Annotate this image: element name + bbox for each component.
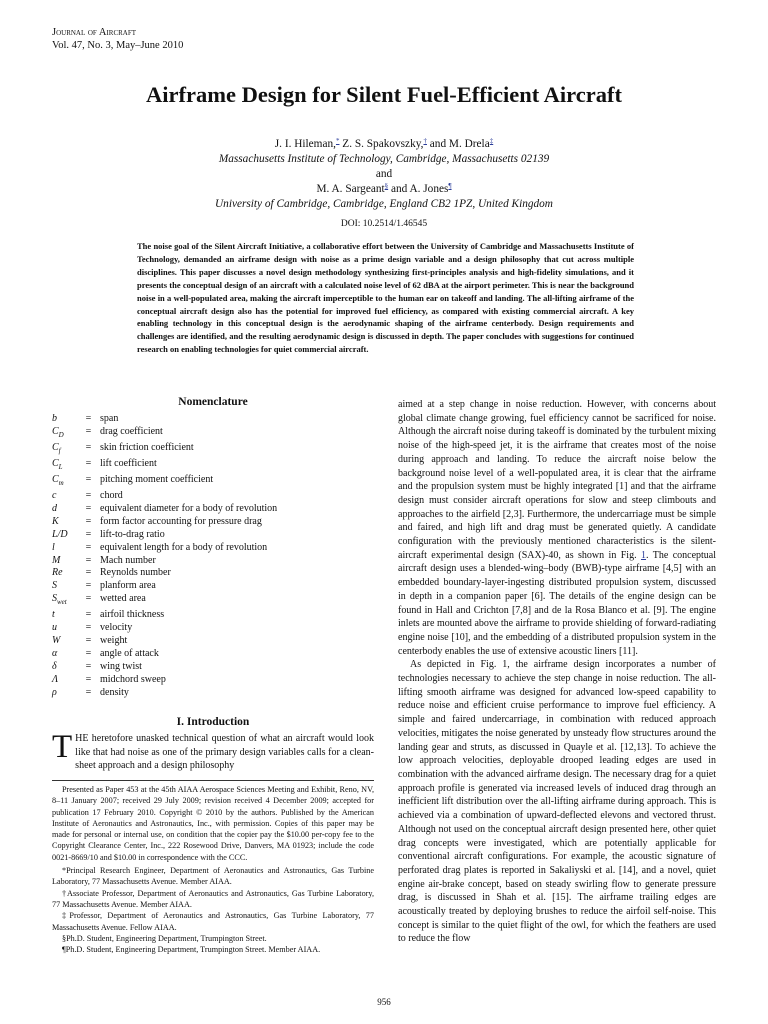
footnote-marker[interactable]: †	[423, 137, 427, 145]
introduction-heading: I. Introduction	[176, 716, 250, 729]
nomenclature-row	[52, 490, 374, 503]
figure-link[interactable]: 1	[641, 549, 647, 561]
footnote-marker[interactable]: *	[335, 137, 340, 145]
nomenclature-equals: =	[85, 593, 92, 605]
nomenclature-symbol: $C_f$	[52, 441, 61, 455]
nomenclature-row	[52, 648, 374, 661]
nomenclature-equals: =	[85, 622, 92, 634]
nomenclature-row	[52, 635, 374, 648]
nomenclature-symbol: L/D	[52, 528, 68, 540]
nomenclature-equals: =	[85, 635, 92, 647]
body-paragraph	[398, 398, 716, 658]
nomenclature-equals: =	[85, 457, 92, 469]
journal-header	[52, 26, 183, 52]
nomenclature-definition: lift-to-drag ratio	[100, 528, 165, 540]
nomenclature-symbol: W	[52, 635, 61, 647]
nomenclature-row	[52, 503, 374, 516]
nomenclature-symbol: $C_L$	[52, 457, 63, 471]
nomenclature-symbol: l	[52, 541, 55, 553]
nomenclature-definition: pitching moment coefficient	[100, 473, 214, 485]
body-text: . The conceptual aircraft design uses a blended-wing–body (BWB)-type airframe [4,5] with an embedded boundary-layer-ingesting distributed propulsion system, discussed in depth in a companion paper [6]. The details of the engine design can be found in Hall and Crichton [7,8] and de la Rosa Blanco et al. [9]. The engine inlets are mounted above the airframe to provide shielding of forward-radiating engine noise [10], and the embedding of a distributed propulsion system in the centerbody enables the use of extensive acoustic liners [11].	[398, 549, 717, 657]
journal-volume: Vol. 47, No. 3, May–June 2010	[52, 40, 184, 51]
nomenclature-definition: Reynolds number	[100, 567, 171, 579]
footnote-author: ¶Ph.D. Student, Engineering Department, Trumpington Street. Member AIAA.	[62, 945, 321, 955]
abstract: The noise goal of the Silent Aircraft Initiative, a collaborative effort between the University of Cambridge and Massachusetts Institute of Technology, demanded an airframe design with noise as a prime design variable and a design philosophy that cut across multiple disciplines. This paper discusses a novel design methodology synthesizing first-principles analysis and high-fidelity simulations, and it presents the conceptual design of an aircraft with a calculated noise level of 62 dBA at the airport perimeter. This is near the background noise in a well-populated area, making the aircraft imperceptible to the human ear on takeoff and landing. The all-lifting airframe of the conceptual aircraft design also has the potential for improved fuel efficiency, as compared with existing commercial aircraft. A key enabling technology in this conceptual design is the aerodynamic shaping of the airframe centerbody. Design requirements and challenges are identified, and the resulting aerodynamic design is discussed in depth. The paper concludes with suggestions for continued research on enabling technologies for quiet commercial aircraft.	[137, 241, 634, 355]
nomenclature-row	[52, 567, 374, 580]
nomenclature-equals: =	[85, 489, 92, 501]
footnote-author: *Principal Research Engineer, Department of Aeronautics and Astronautics, Gas Turbine Laboratory, 77 Massachusetts Avenue. Member AIAA.	[52, 866, 374, 887]
nomenclature-definition: weight	[100, 635, 128, 647]
page-number: 956	[377, 997, 391, 1007]
nomenclature-row	[52, 593, 374, 609]
nomenclature-symbol: M	[52, 554, 61, 566]
nomenclature-symbol: Re	[52, 567, 63, 579]
nomenclature-equals: =	[85, 413, 92, 424]
nomenclature-symbol: c	[52, 489, 57, 501]
nomenclature-row	[52, 555, 374, 568]
nomenclature-row	[52, 622, 374, 635]
nomenclature-definition: Mach number	[100, 554, 156, 566]
nomenclature-symbol: α	[52, 648, 58, 660]
body-paragraph: As depicted in Fig. 1, the airframe design incorporates a number of technologies necessary to achieve the step change in noise reduction. The all-lifting smooth airframe was designed for advanced low-speed capability to reduce noise and efficient cruise performance to improve fuel efficiency. A simple and faired undercarriage, in combination with reduced approach velocities, mitigates the noise generated by unsteady flow structures around the landing gear and struts, as discussed in Quayle et al. [12,13]. To achieve the low approach velocities, deployable drooped leading edges are used in combination with the advanced airframe design. The necessary drag for a quiet approach profile is generated via increased levels of induced drag through an inefficient lift distribution over the all-lifting airframe during approach. This is achieved via a combination of upward-deflected elevons and vectored thrust. Although not used on the conceptual aircraft design presented here, other quiet drag concepts were investigated, which are potentially applicable for conventional aircraft configurations. For example, the acoustic signature of perforated drag plates is reported in Sakaliyski et al. [14], and a novel, quiet engine air-brake concept, based on steady swirling flow to generate pressure drag, is discussed in Shah et al. [15]. The airframe trailing edges are acoustically treated by deploying brushes to reduce the airfoil self-noise. This concept is similar to the quiet flight of the owl, for which the feathers are used to reduce the flow	[398, 659, 716, 945]
nomenclature-equals: =	[85, 473, 92, 485]
nomenclature-symbol: Λ	[52, 674, 59, 686]
nomenclature-symbol: K	[52, 515, 59, 527]
author-name: and A. Jones	[388, 183, 449, 195]
nomenclature-heading: Nomenclature	[178, 396, 248, 408]
body-text: aimed at a step change in noise reduction. However, with concerns about global climate change growing, fuel efficiency cannot be sacrificed for noise. Although the aircraft noise during takeoff is dominated by the turbulent mixing noise of the high-speed jet, it is the airframe that creates most of the noise during approach and landing. To reduce the aircraft noise below the background noise level of a well-populated area, it is clear that the airframe and the propulsion system must be highly integrated [1] and that the airframe design must consider aircraft operations for slow and steep climbouts and approaches to the airfield [2,3]. Furthermore, the undercarriage must be simple and faired, and high lift and drag must be generated quietly. A candidate configuration with the previously mentioned characteristics is the silent-aircraft experimental design (SAX)-40, as shown in Fig.	[398, 399, 716, 561]
nomenclature-definition: planform area	[100, 580, 156, 592]
author-name: Z. S. Spakovszky,	[339, 138, 424, 150]
nomenclature-row	[52, 580, 374, 593]
and-separator: and	[375, 168, 393, 180]
nomenclature-definition: chord	[100, 489, 123, 501]
nomenclature-symbol: b	[52, 413, 57, 424]
nomenclature-row	[52, 516, 374, 529]
nomenclature-list	[52, 413, 374, 700]
footnote-marker[interactable]: ¶	[448, 182, 452, 190]
introduction-text	[52, 729, 374, 773]
nomenclature-row	[52, 674, 374, 687]
nomenclature-symbol: $S_{wet}$	[52, 593, 67, 607]
nomenclature-equals: =	[85, 541, 92, 553]
footnote-author: §Ph.D. Student, Engineering Department, Trumpington Street.	[62, 933, 267, 943]
author-name: M. A. Sargeant	[316, 183, 385, 195]
affiliation-mit: Massachusetts Institute of Technology, Cambridge, Massachusetts 02139	[218, 153, 550, 165]
nomenclature-row	[52, 529, 374, 542]
nomenclature-row	[52, 426, 374, 442]
nomenclature-row	[52, 542, 374, 555]
paper-title: Airframe Design for Silent Fuel-Efficient Aircraft	[146, 82, 622, 107]
nomenclature-symbol: u	[52, 622, 57, 634]
nomenclature-definition: span	[100, 413, 119, 424]
nomenclature-definition: equivalent diameter for a body of revolution	[100, 502, 278, 514]
footnote-presented: Presented as Paper 453 at the 45th AIAA Aerospace Sciences Meeting and Exhibit, Reno, NV, 8–11 January 2007; received 29 July 2009; revision received 4 December 2009; accepted for publication 17 February 2010. Copyright © 2010 by the authors. Published by the American Institute of Aeronautics and Astronautics, Inc., with permission. Copies of this paper may be made for personal or internal use, on condition that the copier pay the $10.00 per-copy fee to the Copyright Clearance Center, Inc., 222 Rosewood Drive, Danvers, MA 01923; include the code 0021-8669/10 and $10.00 in correspondence with the CCC.	[52, 785, 374, 862]
nomenclature-symbol: $C_D$	[52, 425, 64, 439]
nomenclature-definition: angle of attack	[100, 648, 159, 660]
nomenclature-definition: lift coefficient	[100, 457, 157, 469]
nomenclature-row	[52, 661, 374, 674]
author-block	[0, 137, 768, 232]
nomenclature-equals: =	[85, 528, 92, 540]
nomenclature-row	[52, 413, 374, 426]
nomenclature-equals: =	[85, 674, 92, 686]
affiliation-cambridge: University of Cambridge, Cambridge, England CB2 1PZ, United Kingdom	[215, 198, 553, 210]
nomenclature-definition: drag coefficient	[100, 425, 163, 437]
nomenclature-equals: =	[85, 648, 92, 660]
drop-cap: T	[52, 729, 73, 766]
footnote-marker[interactable]: ‡	[489, 137, 494, 145]
authors-line-1	[0, 137, 768, 152]
footnote-author: ‡Professor, Department of Aeronautics and Astronautics, Gas Turbine Laboratory, 77 Massachusetts Avenue. Fellow AIAA.	[52, 911, 374, 932]
nomenclature-symbol: S	[52, 580, 57, 592]
nomenclature-row	[52, 609, 374, 622]
nomenclature-equals: =	[85, 687, 92, 699]
nomenclature-row	[52, 687, 374, 700]
nomenclature-row	[52, 458, 374, 474]
nomenclature-definition: equivalent length for a body of revolution	[100, 541, 268, 553]
author-name: J. I. Hileman,	[274, 138, 336, 150]
nomenclature-definition: midchord sweep	[100, 674, 166, 686]
doi: DOI: 10.2514/1.46545	[340, 219, 428, 229]
nomenclature-definition: wetted area	[100, 593, 146, 605]
nomenclature-definition: wing twist	[100, 661, 142, 673]
nomenclature-equals: =	[85, 425, 92, 437]
nomenclature-definition: form factor accounting for pressure drag	[100, 515, 262, 527]
nomenclature-definition: density	[100, 687, 129, 699]
left-column	[52, 396, 374, 773]
nomenclature-equals: =	[85, 661, 92, 673]
authors-line-2	[0, 182, 768, 197]
nomenclature-equals: =	[85, 441, 92, 453]
journal-name: Journal of Aircraft	[52, 27, 137, 38]
right-column	[398, 398, 716, 946]
nomenclature-symbol: d	[52, 502, 57, 514]
nomenclature-equals: =	[85, 515, 92, 527]
nomenclature-symbol: ρ	[52, 687, 57, 699]
footnotes	[52, 780, 374, 955]
nomenclature-symbol: t	[52, 609, 55, 621]
nomenclature-definition: airfoil thickness	[100, 609, 165, 621]
footnote-author: †Associate Professor, Department of Aeronautics and Astronautics, Gas Turbine Laboratory, 77 Massachusetts Avenue. Member AIAA.	[52, 888, 374, 909]
nomenclature-row	[52, 474, 374, 490]
nomenclature-equals: =	[85, 502, 92, 514]
introduction-paragraph: HE heretofore unasked technical question of what an aircraft would look like that had noise as one of the primary design variables calls for a clean-sheet approach and a design philosophy	[75, 733, 374, 772]
nomenclature-definition: velocity	[100, 622, 133, 634]
nomenclature-row	[52, 442, 374, 458]
nomenclature-definition: skin friction coefficient	[100, 441, 194, 453]
nomenclature-equals: =	[85, 567, 92, 579]
nomenclature-symbol: δ	[52, 661, 57, 673]
nomenclature-equals: =	[85, 609, 92, 621]
author-name: and M. Drela	[426, 138, 490, 150]
nomenclature-symbol: $C_m$	[52, 473, 64, 487]
nomenclature-equals: =	[85, 554, 92, 566]
nomenclature-equals: =	[85, 580, 92, 592]
footnote-marker[interactable]: §	[384, 182, 389, 190]
